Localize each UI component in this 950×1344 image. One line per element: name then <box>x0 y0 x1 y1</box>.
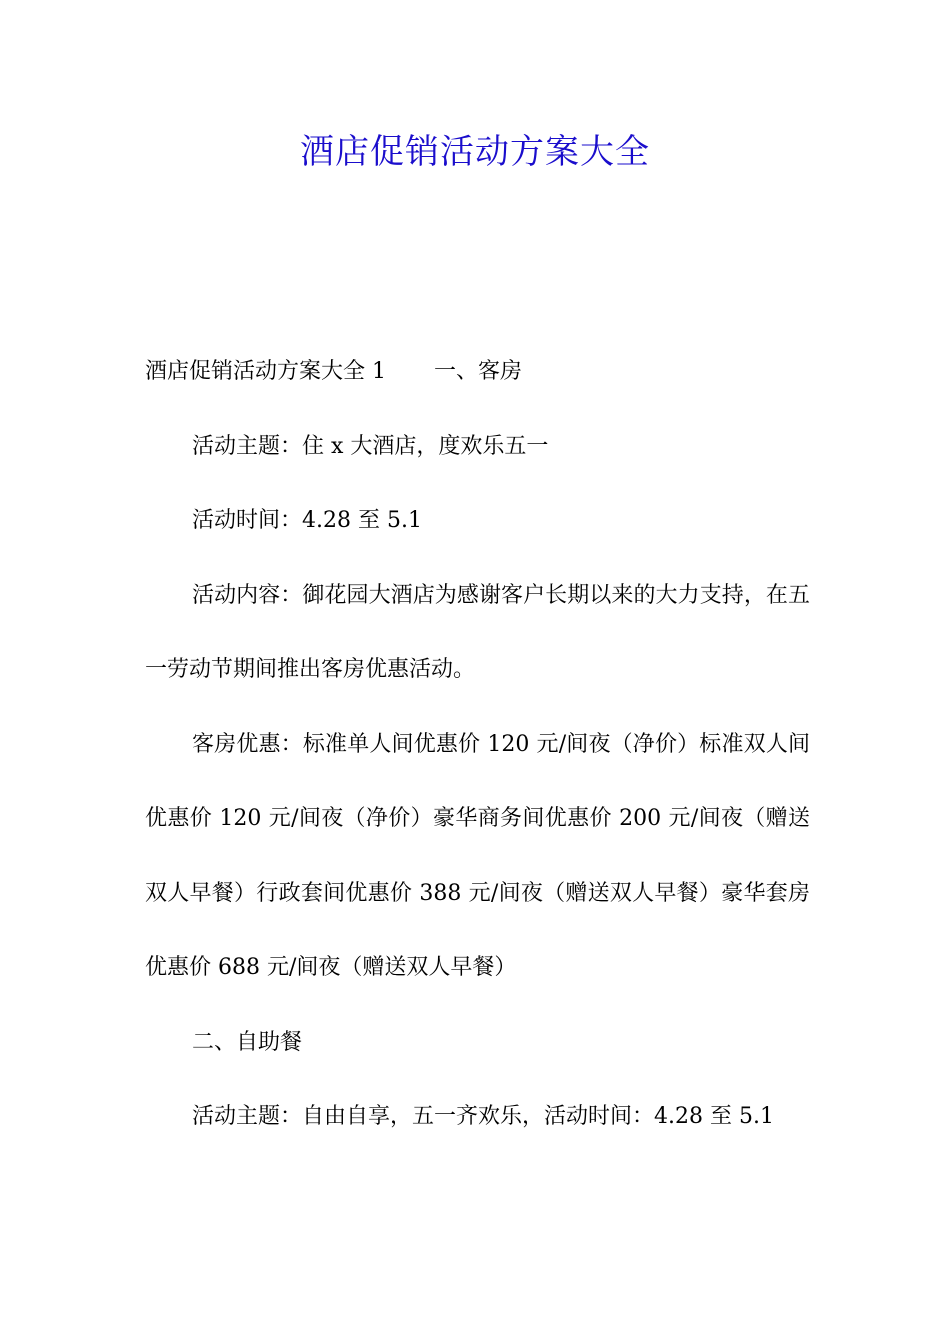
paragraph-room-offers: 客房优惠：标准单人间优惠价 120 元/间夜（净价）标准双人间优惠价 120 元/间夜（净价）豪华商务间优惠价 200 元/间夜（赠送双人早餐）行政套间优惠价 388 元/间夜（赠送双人早餐）豪华套房优惠价 688 元/间夜（赠送双人早餐） <box>145 731 810 980</box>
paragraph-room-theme: 活动主题：住 x 大酒店，度欢乐五一 <box>192 433 549 459</box>
paragraph-buffet-heading: 二、自助餐 <box>192 1029 303 1055</box>
paragraph-room-content: 活动内容：御花园大酒店为感谢客户长期以来的大力支持，在五一劳动节期间推出客房优惠活动。 <box>145 582 810 682</box>
paragraph-heading-1 <box>145 335 810 410</box>
document-title: 酒店促销活动方案大全 <box>300 132 650 172</box>
paragraph-room-time: 活动时间：4.28 至 5.1 <box>192 508 422 533</box>
paragraph-buffet-theme: 活动主题：自由自享，五一齐欢乐，活动时间：4.28 至 5.1 <box>192 1104 774 1129</box>
section-lead: 酒店促销活动方案大全 1 <box>145 359 386 384</box>
document-body <box>145 335 810 1155</box>
section-heading: 一、客房 <box>434 359 523 384</box>
